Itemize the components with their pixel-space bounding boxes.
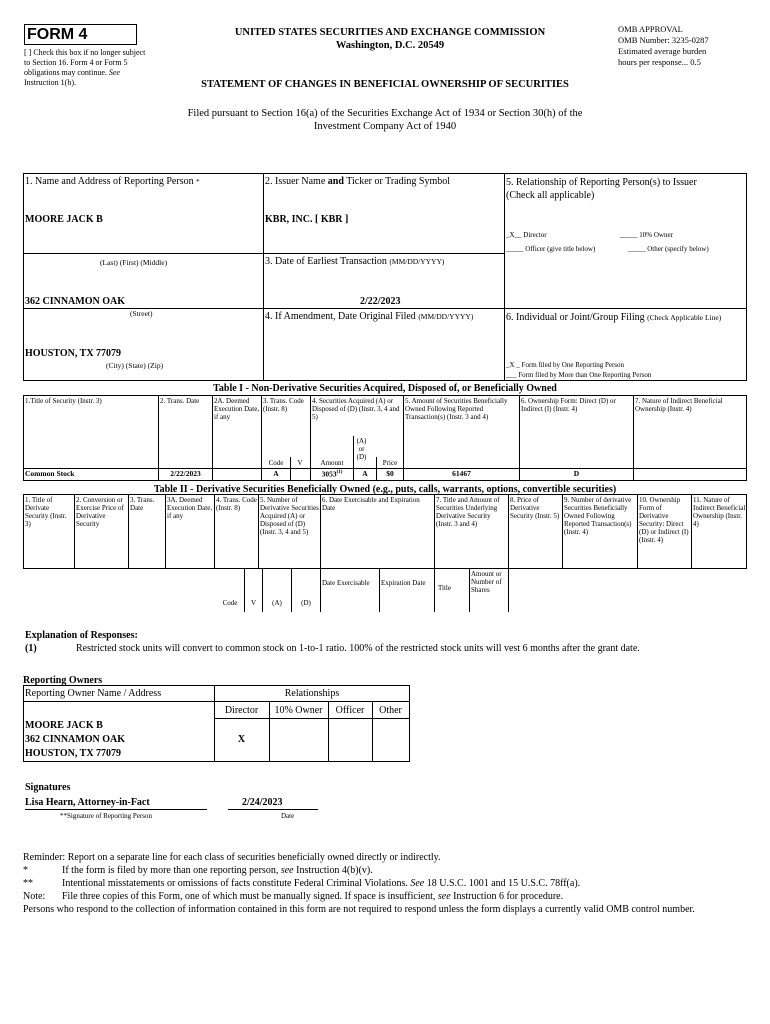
omb-number: OMB Number: 3235-0287 <box>618 35 709 46</box>
issuer-name: KBR, INC. [ KBR ] <box>265 214 349 225</box>
earliest-transaction-date: 2/22/2023 <box>360 296 401 307</box>
signature-label: **Signature of Reporting Person <box>60 812 152 820</box>
owner-name: MOORE JACK B <box>25 720 103 731</box>
t1-col-owned: 5. Amount of Securities Beneficially Owned Following Reported Transaction(s) (Instr. 3 and 4) <box>405 397 508 422</box>
t2-sub-amount: Amount or Number of Shares <box>471 570 502 595</box>
t1-col-nature: 7. Nature of Indirect Beneficial Ownership (Instr. 4) <box>635 397 723 414</box>
box3-label: 3. Date of Earliest Transaction (MM/DD/YYYY) <box>265 256 445 267</box>
t1-sub-price: Price <box>382 459 398 467</box>
t2-col-number: 5. Number of Derivative Securities Acquired (A) or Disposed of (D) (Instr. 3, 4 and 5) <box>260 496 319 537</box>
t1-col-title: 1.Title of Security (Instr. 3) <box>25 397 102 405</box>
form-title: FORM 4 <box>27 26 88 43</box>
t2-col-conversion: 2. Conversion or Exercise Price of Derivative Security <box>76 496 124 529</box>
form-title-box <box>24 24 137 45</box>
date-label: Date <box>281 812 295 820</box>
t2-col-form: 10. Ownership Form of Derivative Security: Direct (D) or Indirect (I) (Instr. 4) <box>639 496 689 545</box>
reporting-person-street: 362 CINNAMON OAK <box>25 296 125 307</box>
t2-sub-code: Code <box>222 599 238 607</box>
owners-col-other: Other <box>379 705 402 716</box>
box5-label: 5. Relationship of Reporting Person(s) to Issuer (Check all applicable) <box>506 177 697 201</box>
relationship-director[interactable]: _X__ Director <box>506 231 547 239</box>
t2-sub-title: Title <box>438 584 451 592</box>
city-legend: (City) (State) (Zip) <box>106 361 164 370</box>
t1-row-form: D <box>573 469 580 478</box>
t1-row-aord: A <box>362 469 368 478</box>
table2-title: Table II - Derivative Securities Beneficially Owned (e.g., puts, calls, warrants, options, convertible securities) <box>153 484 617 495</box>
t1-sub-amount: Amount <box>320 459 344 467</box>
omb-hours: hours per response... 0.5 <box>618 57 701 68</box>
reporting-person-city: HOUSTON, TX 77079 <box>25 348 122 359</box>
owners-heading: Reporting Owners <box>23 675 103 686</box>
t2-col-nature: 11. Nature of Indirect Beneficial Ownership (Instr. 4) <box>693 496 746 529</box>
filed-line-2: Investment Company Act of 1940 <box>313 121 457 132</box>
t2-col-owned: 9. Number of derivative Securities Beneficially Owned Following Reported Transaction(s) (Instr. 4) <box>564 496 632 537</box>
t2-col-date: 3. Trans. Date <box>130 496 155 513</box>
owner-street: 362 CINNAMON OAK <box>25 734 125 745</box>
box4-label: 4. If Amendment, Date Original Filed (MM/DD/YYYY) <box>265 311 474 322</box>
no-longer-subject-checkbox[interactable]: [ ] Check this box if no longer subject to Section 16. Form 4 or Form 5 obligations may continue. <box>24 48 146 77</box>
t1-row-date: 2/22/2023 <box>170 469 201 478</box>
t2-sub-d: (D) <box>301 599 311 607</box>
t2-col-exercisable: 6. Date Exercisable and Expiration Date <box>322 496 420 513</box>
omb-control-notice: Persons who respond to the collection of information contained in this form are not required to respond unless the form displays a currently valid OMB control number. <box>23 904 695 915</box>
filing-one-person[interactable]: _X _ Form filed by One Reporting Person <box>506 361 625 369</box>
t2-sub-a: (A) <box>272 599 282 607</box>
t1-col-date: 2. Trans. Date <box>160 397 200 405</box>
t2-sub-expiration: Expiration Date <box>381 579 426 587</box>
t2-sub-date-exercisable: Date Exercisable <box>322 579 370 587</box>
instruction-ref: Instruction 1(b). <box>24 78 76 87</box>
relationship-other[interactable]: _____ Other (specify below) <box>628 245 709 253</box>
commission-city: Washington, D.C. 20549 <box>335 40 445 51</box>
t1-row-owned: 61467 <box>452 469 471 478</box>
owners-col-10pct: 10% Owner <box>274 705 323 716</box>
t2-col-code: 4. Trans. Code (Instr. 8) <box>216 496 257 513</box>
reminder: Reminder: Report on a separate line for each class of securities beneficially owned directly or indirectly. <box>23 852 441 863</box>
t2-col-price: 8. Price of Derivative Security (Instr. 5) <box>510 496 560 521</box>
owners-col-name: Reporting Owner Name / Address <box>25 688 162 699</box>
t1-sub-v: V <box>297 459 303 467</box>
name-legend: (Last) (First) (Middle) <box>100 258 168 267</box>
t1-col-code: 3. Trans. Code (Instr. 8) <box>263 397 304 414</box>
signer-name: Lisa Hearn, Attorney-in-Fact <box>25 797 150 808</box>
t2-col-title: 1. Title of Derivate Security (Instr. 3) <box>25 496 67 529</box>
table1-title: Table I - Non-Derivative Securities Acquired, Disposed of, or Beneficially Owned <box>213 383 557 394</box>
box6-label: 6. Individual or Joint/Group Filing (Check Applicable Line) <box>506 312 722 323</box>
t2-col-underlying: 7. Title and Amount of Securities Underlying Derivative Security (Instr. 3 and 4) <box>436 496 500 529</box>
see-label: See <box>108 68 120 77</box>
footnote-star2: ** Intentional misstatements or omissions of facts constitute Federal Criminal Violations. See 18 U.S.C. 1001 and 15 U.S.C. 78ff(a). <box>23 878 581 889</box>
owners-col-officer: Officer <box>335 705 365 716</box>
explanation-num: (1) <box>25 643 37 654</box>
owners-col-relationships: Relationships <box>284 688 340 699</box>
signatures-heading: Signatures <box>25 782 71 793</box>
t1-col-form: 6. Ownership Form: Direct (D) or Indirect (I) (Instr. 4) <box>521 397 616 414</box>
owners-col-director: Director <box>224 705 259 716</box>
filing-more-persons[interactable]: ___ Form filed by More than One Reporting Person <box>506 371 652 379</box>
footnote-star1: * If the form is filed by more than one reporting person, see Instruction 4(b)(v). <box>23 865 373 876</box>
relationship-officer[interactable]: _____ Officer (give title below) <box>506 245 596 253</box>
t2-col-deemed: 3A. Deemed Execution Date, if any <box>167 496 213 521</box>
explanation-text: Restricted stock units will convert to common stock on 1-to-1 ratio. 100% of the restricted stock units will vest 6 months after the grant date. <box>76 643 640 654</box>
omb-burden: Estimated average burden <box>618 46 707 57</box>
t1-sub-aord: (A) or (D) <box>356 437 367 462</box>
box2-label: 2. Issuer Name and Ticker or Trading Symbol <box>265 176 451 187</box>
t1-row-amount: 3053$^{(1)}$ <box>321 469 343 479</box>
t2-sub-v: V <box>250 599 257 607</box>
box1-label: 1. Name and Address of Reporting Person * <box>25 176 200 187</box>
commission-name: UNITED STATES SECURITIES AND EXCHANGE COMMISSION <box>234 27 546 38</box>
t1-sub-code: Code <box>268 459 284 467</box>
t1-col-acquired: 4. Securities Acquired (A) or Disposed of (D) (Instr. 3, 4 and 5) <box>312 397 400 422</box>
owner-director-mark: X <box>237 734 246 745</box>
filed-line-1: Filed pursuant to Section 16(a) of the Securities Exchange Act of 1934 or Section 30(h) of the <box>187 108 583 119</box>
footnote-note: Note: File three copies of this Form, one of which must be manually signed. If space is insufficient, see Instruction 6 for procedure. <box>23 891 564 902</box>
t1-row-price: $0 <box>386 469 394 478</box>
signature-date: 2/24/2023 <box>242 797 283 808</box>
omb-approval: OMB APPROVAL <box>618 24 683 34</box>
relationship-10pct-owner[interactable]: _____ 10% Owner <box>620 231 673 239</box>
checkbox-note <box>24 48 152 88</box>
statement-title: STATEMENT OF CHANGES IN BENEFICIAL OWNERSHIP OF SECURITIES <box>201 79 569 90</box>
reporting-person-name: MOORE JACK B <box>25 214 103 225</box>
owner-city: HOUSTON, TX 77079 <box>25 748 122 759</box>
t1-col-deemed: 2A. Deemed Execution Date, if any <box>214 397 260 422</box>
t1-row-security: Common Stock <box>25 469 75 478</box>
t1-row-code: A <box>273 469 279 478</box>
explanation-heading: Explanation of Responses: <box>25 630 138 641</box>
street-legend: (Street) <box>130 309 153 318</box>
omb-box <box>618 24 748 68</box>
